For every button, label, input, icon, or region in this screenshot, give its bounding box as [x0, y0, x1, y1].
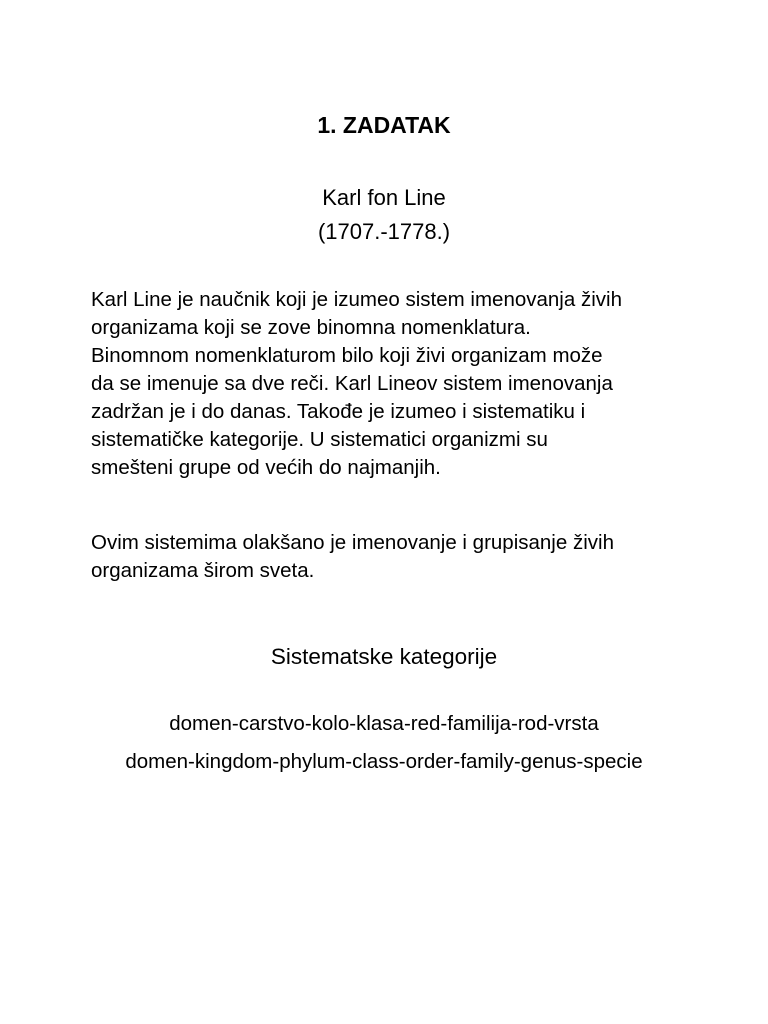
author-years: (1707.-1778.): [317, 219, 451, 244]
section-heading: Sistematske kategorije: [270, 644, 498, 669]
author-name: Karl fon Line: [322, 185, 446, 210]
author-block: [0, 181, 768, 249]
document-title: 1. ZADATAK: [317, 112, 451, 138]
taxonomy-english: domen-kingdom-phylum-class-order-family-genus-specie: [125, 750, 643, 773]
taxonomy-serbian: domen-carstvo-kolo-klasa-red-familija-rod-vrsta: [169, 712, 599, 735]
summary-paragraph: Ovim sistemima olakšano je imenovanje i grupisanje živih organizama širom sveta.: [91, 531, 614, 582]
intro-paragraph: Karl Line je naučnik koji je izumeo sistem imenovanja živih organizama koji se zove binomna nomenklatura. Binomnom nomenklaturom bilo koji živi organizam može da se imenuje sa dve reči. Karl Lineov sistem imenovanja zadržan je i do danas. Takođe je izumeo i sistematiku i sistematičke kategorije. U sistematici organizmi su smešteni grupe od većih do najmanjih.: [91, 288, 622, 479]
